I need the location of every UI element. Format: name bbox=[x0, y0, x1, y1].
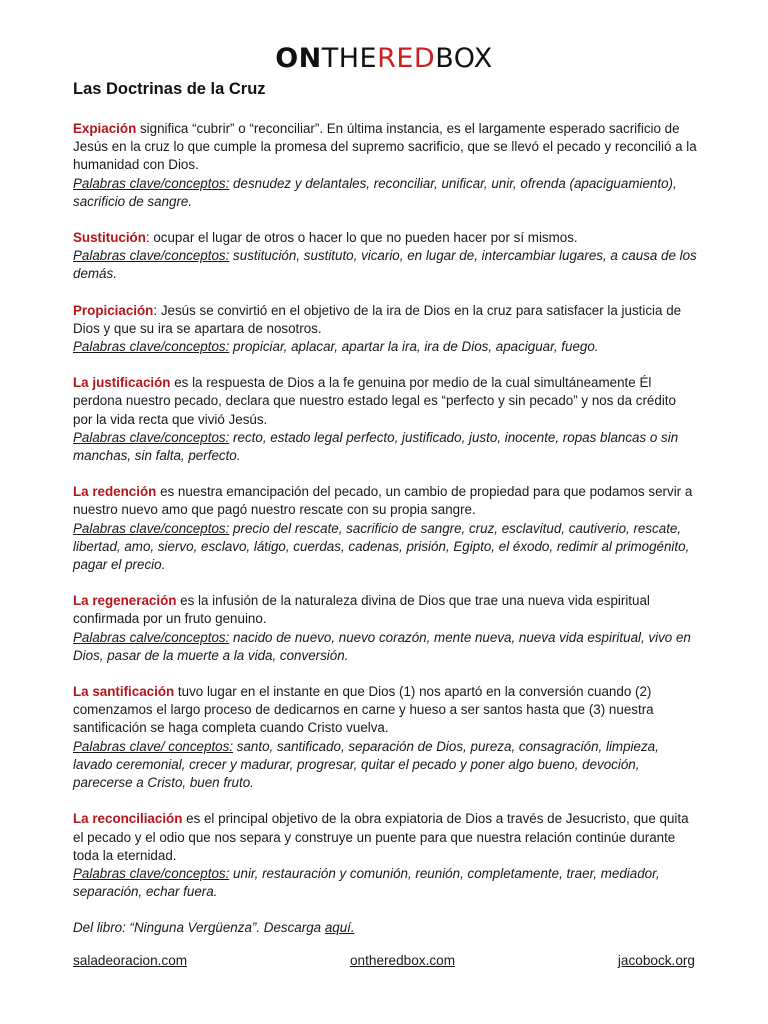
keywords-label: Palabras clave/conceptos: bbox=[73, 520, 230, 536]
entry-definition: : ocupar el lugar de otros o hacer lo que no pueden hacer por sí mismos. bbox=[145, 230, 578, 246]
doctrines-content bbox=[73, 78, 698, 938]
entry-term: La justificación bbox=[73, 375, 171, 391]
entry-justificacion bbox=[73, 374, 698, 465]
footer-link-saladeoracion[interactable]: saladeoracion.com bbox=[73, 953, 188, 968]
keywords-list: desnudez y delantales, reconciliar, unificar, unir, ofrenda (apaciguamiento), sacrificio de sangre. bbox=[73, 175, 677, 209]
logo-on: ON bbox=[275, 43, 322, 74]
keywords-list: nacido de nuevo, nuevo corazón, mente nueva, nueva vida espiritual, vivo en Dios, pasar de la muerte a la vida, conversión. bbox=[73, 629, 691, 663]
logo-box: BOX bbox=[435, 43, 493, 74]
entry-redencion bbox=[73, 483, 698, 574]
entry-regeneracion bbox=[73, 592, 698, 665]
keywords-label: Palabras clave/conceptos: bbox=[73, 865, 230, 881]
entry-term: La reconciliación bbox=[73, 811, 183, 827]
entry-reconciliacion bbox=[73, 810, 698, 901]
entry-sustitucion bbox=[73, 229, 698, 284]
ontheredbox-logo bbox=[0, 44, 768, 74]
keywords-label: Palabras clave/ conceptos: bbox=[73, 738, 234, 754]
keywords-label: Palabras calve/conceptos: bbox=[73, 629, 230, 645]
keywords-list: recto, estado legal perfecto, justificado, justo, inocente, ropas blancas o sin manchas, sin falta, perfecto. bbox=[73, 429, 679, 464]
keywords-label: Palabras clave/conceptos: bbox=[73, 175, 230, 191]
download-link[interactable]: aquí. bbox=[324, 920, 355, 936]
keywords-label: Palabras clave/conceptos: bbox=[73, 339, 230, 355]
page-title: Las Doctrinas de la Cruz bbox=[73, 80, 266, 98]
footer-link-ontheredbox[interactable]: ontheredbox.com bbox=[349, 953, 456, 968]
keywords-list: precio del rescate, sacrificio de sangre, cruz, esclavitud, cautiverio, rescate, libertad, amo, siervo, esclavo, látigo, cuerdas, cadenas, prisión, Egipto, el éxodo, redimir al primogénito, pagar el precio. bbox=[73, 520, 690, 573]
entry-definition: es la respuesta de Dios a la fe genuina por medio de la cual simultáneamente Él perdona nuestro pecado, declara que nuestro estado legal es “perfecto y sin pecado” y nos da crédito por la vida recta que vivió Jesús. bbox=[73, 375, 676, 427]
keywords-label: Palabras clave/conceptos: bbox=[73, 429, 230, 445]
footer-link-jacobock[interactable]: jacobock.org bbox=[617, 953, 695, 968]
entry-propiciacion bbox=[73, 302, 698, 357]
entry-definition: es el principal objetivo de la obra expiatoria de Dios a través de Jesucristo, que quita el pecado y el odio que nos separa y construye un puente para que nuestra relación continúe durante toda la eternidad. bbox=[73, 811, 689, 863]
entry-definition: es nuestra emancipación del pecado, un cambio de propiedad para que podamos servir a nuestro nuevo amo que pagó nuestro rescate con su propia sangre. bbox=[73, 484, 693, 518]
entry-definition: : Jesús se convirtió en el objetivo de la ira de Dios en la cruz para satisfacer la justicia de Dios y que su ira se apartara de nosotros. bbox=[73, 302, 682, 336]
entry-term: Sustitución bbox=[73, 230, 146, 246]
keywords-list: unir, restauración y comunión, reunión, completamente, traer, mediador, separación, echar fuera. bbox=[73, 865, 660, 900]
entry-term: Expiación bbox=[73, 121, 137, 136]
entry-definition: es la infusión de la naturaleza divina de Dios que trae una nueva vida espiritual confirmada por un fruto genuino. bbox=[73, 593, 650, 627]
entry-term: La santificación bbox=[73, 684, 175, 700]
entry-term: Propiciación bbox=[73, 302, 154, 318]
book-source bbox=[73, 919, 698, 937]
keywords-list: propiciar, aplacar, apartar la ira, ira de Dios, apaciguar, fuego. bbox=[229, 339, 599, 355]
logo-red: RED bbox=[377, 43, 436, 74]
keywords-list: sustitución, sustituto, vicario, en lugar de, intercambiar lugares, a causa de los demás. bbox=[73, 248, 697, 282]
entry-term: La regeneración bbox=[73, 593, 177, 609]
footer-links bbox=[73, 952, 695, 970]
keywords-list: santo, santificado, separación de Dios, pureza, consagración, limpieza, lavado ceremonial, crecer y madurar, progresar, quitar el pecado y poner algo bueno, devoción, parecerse a Cristo, buen fruto. bbox=[73, 738, 659, 791]
entry-santificacion bbox=[73, 683, 698, 792]
logo-the: THE bbox=[321, 43, 378, 74]
entry-expiacion bbox=[73, 120, 698, 211]
source-text: Del libro: “Ninguna Vergüenza”. Descarga bbox=[73, 920, 325, 936]
entry-definition: significa “cubrir” o “reconciliar”. En última instancia, es el largamente esperado sacrificio de Jesús en la cruz lo que cumple la promesa del supremo sacrificio, que se llevó el pecado y reconcilió a la humanidad con Dios. bbox=[73, 121, 697, 173]
keywords-label: Palabras clave/conceptos: bbox=[73, 248, 230, 264]
entry-definition: tuvo lugar en el instante en que Dios (1) nos apartó en la conversión cuando (2) comenzamos el largo proceso de dedicarnos en carne y hueso a ser santos hasta que (3) nuestra santificación se haga completa cuando Cristo vuelva. bbox=[73, 684, 654, 736]
entry-term: La redención bbox=[73, 484, 157, 500]
